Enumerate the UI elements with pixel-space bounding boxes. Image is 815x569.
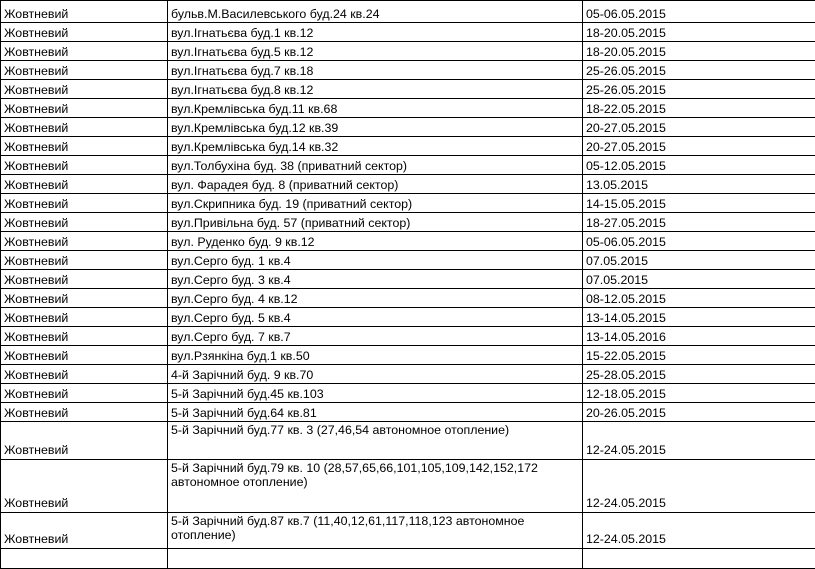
table-row: [1, 384, 815, 403]
table-row: [1, 422, 815, 460]
address-cell: вул.Серго буд. 3 кв.4: [168, 270, 583, 289]
address-cell: бульв.М.Василевського буд.24 кв.24: [168, 1, 583, 23]
table-row: [1, 137, 815, 156]
district-cell: Жовтневий: [1, 403, 168, 422]
date-cell: 18-27.05.2015: [583, 213, 815, 232]
table-row: [1, 80, 815, 99]
date-cell: 13-14.05.2016: [583, 327, 815, 346]
date-cell: 25-28.05.2015: [583, 365, 815, 384]
table-row: [1, 1, 815, 23]
address-cell: 5-й Зарічний буд.77 кв. 3 (27,46,54 автономное отопление): [168, 422, 583, 460]
address-cell: вул.Серго буд. 5 кв.4: [168, 308, 583, 327]
date-cell: 18-22.05.2015: [583, 99, 815, 118]
date-cell: [583, 549, 815, 569]
district-cell: Жовтневий: [1, 422, 168, 460]
district-cell: Жовтневий: [1, 23, 168, 42]
date-cell: 13-14.05.2015: [583, 308, 815, 327]
address-cell: вул.Ігнатьєва буд.1 кв.12: [168, 23, 583, 42]
district-cell: Жовтневий: [1, 513, 168, 549]
table-row: [1, 513, 815, 549]
address-cell: вул.Серго буд. 1 кв.4: [168, 251, 583, 270]
district-cell: [1, 549, 168, 569]
address-cell: 5-й Зарічний буд.87 кв.7 (11,40,12,61,117,118,123 автономное отопление): [168, 513, 583, 549]
date-cell: 20-27.05.2015: [583, 137, 815, 156]
address-cell: вул.Кремлівська буд.12 кв.39: [168, 118, 583, 137]
table-row: [1, 327, 815, 346]
table-row: [1, 118, 815, 137]
district-cell: Жовтневий: [1, 327, 168, 346]
date-cell: 05-06.05.2015: [583, 1, 815, 23]
district-cell: Жовтневий: [1, 118, 168, 137]
date-cell: 20-27.05.2015: [583, 118, 815, 137]
address-cell: вул. Руденко буд. 9 кв.12: [168, 232, 583, 251]
table-row: [1, 194, 815, 213]
address-cell: 4-й Зарічний буд. 9 кв.70: [168, 365, 583, 384]
table-row: [1, 549, 815, 569]
date-cell: 25-26.05.2015: [583, 61, 815, 80]
table-row: [1, 23, 815, 42]
address-cell: вул.Серго буд. 7 кв.7: [168, 327, 583, 346]
district-cell: Жовтневий: [1, 365, 168, 384]
address-cell: вул.Ігнатьєва буд.7 кв.18: [168, 61, 583, 80]
table-row: [1, 270, 815, 289]
date-cell: 18-20.05.2015: [583, 23, 815, 42]
district-cell: Жовтневий: [1, 137, 168, 156]
address-cell: вул.Скрипника буд. 19 (приватний сектор): [168, 194, 583, 213]
district-cell: Жовтневий: [1, 251, 168, 270]
table-row: [1, 61, 815, 80]
district-cell: Жовтневий: [1, 213, 168, 232]
date-cell: 07.05.2015: [583, 270, 815, 289]
table-row: [1, 175, 815, 194]
district-cell: Жовтневий: [1, 175, 168, 194]
date-cell: 07.05.2015: [583, 251, 815, 270]
address-cell: вул.Серго буд. 4 кв.12: [168, 289, 583, 308]
address-cell: вул.Кремлівська буд.14 кв.32: [168, 137, 583, 156]
address-cell: вул.Привільна буд. 57 (приватний сектор): [168, 213, 583, 232]
table-row: [1, 99, 815, 118]
district-cell: Жовтневий: [1, 460, 168, 513]
district-cell: Жовтневий: [1, 156, 168, 175]
address-cell: вул. Фарадея буд. 8 (приватний сектор): [168, 175, 583, 194]
district-cell: Жовтневий: [1, 61, 168, 80]
address-cell: вул.Кремлівська буд.11 кв.68: [168, 99, 583, 118]
district-cell: Жовтневий: [1, 194, 168, 213]
date-cell: 12-18.05.2015: [583, 384, 815, 403]
date-cell: 20-26.05.2015: [583, 403, 815, 422]
date-cell: 15-22.05.2015: [583, 346, 815, 365]
district-cell: Жовтневий: [1, 308, 168, 327]
date-cell: 12-24.05.2015: [583, 422, 815, 460]
table-row: [1, 365, 815, 384]
district-cell: Жовтневий: [1, 232, 168, 251]
address-cell: 5-й Зарічний буд.45 кв.103: [168, 384, 583, 403]
district-cell: Жовтневий: [1, 346, 168, 365]
district-cell: Жовтневий: [1, 99, 168, 118]
address-cell: 5-й Зарічний буд.64 кв.81: [168, 403, 583, 422]
schedule-table-body: [1, 1, 815, 569]
date-cell: 25-26.05.2015: [583, 80, 815, 99]
address-cell: [168, 549, 583, 569]
address-cell: вул.Ігнатьєва буд.8 кв.12: [168, 80, 583, 99]
date-cell: 08-12.05.2015: [583, 289, 815, 308]
date-cell: 18-20.05.2015: [583, 42, 815, 61]
address-cell: 5-й Зарічний буд.79 кв. 10 (28,57,65,66,101,105,109,142,152,172 автономное отопление): [168, 460, 583, 513]
table-row: [1, 403, 815, 422]
table-row: [1, 308, 815, 327]
table-row: [1, 460, 815, 513]
date-cell: 14-15.05.2015: [583, 194, 815, 213]
table-row: [1, 346, 815, 365]
date-cell: 13.05.2015: [583, 175, 815, 194]
date-cell: 05-12.05.2015: [583, 156, 815, 175]
district-cell: Жовтневий: [1, 270, 168, 289]
date-cell: 12-24.05.2015: [583, 513, 815, 549]
table-row: [1, 251, 815, 270]
table-row: [1, 42, 815, 61]
date-cell: 05-06.05.2015: [583, 232, 815, 251]
table-row: [1, 232, 815, 251]
table-row: [1, 213, 815, 232]
district-cell: Жовтневий: [1, 289, 168, 308]
address-cell: вул.Толбухіна буд. 38 (приватний сектор): [168, 156, 583, 175]
address-cell: вул.Ігнатьєва буд.5 кв.12: [168, 42, 583, 61]
district-cell: Жовтневий: [1, 384, 168, 403]
district-cell: Жовтневий: [1, 80, 168, 99]
date-cell: 12-24.05.2015: [583, 460, 815, 513]
address-cell: вул.Рзянкіна буд.1 кв.50: [168, 346, 583, 365]
district-cell: Жовтневий: [1, 1, 168, 23]
table-row: [1, 156, 815, 175]
district-cell: Жовтневий: [1, 42, 168, 61]
table-row: [1, 289, 815, 308]
